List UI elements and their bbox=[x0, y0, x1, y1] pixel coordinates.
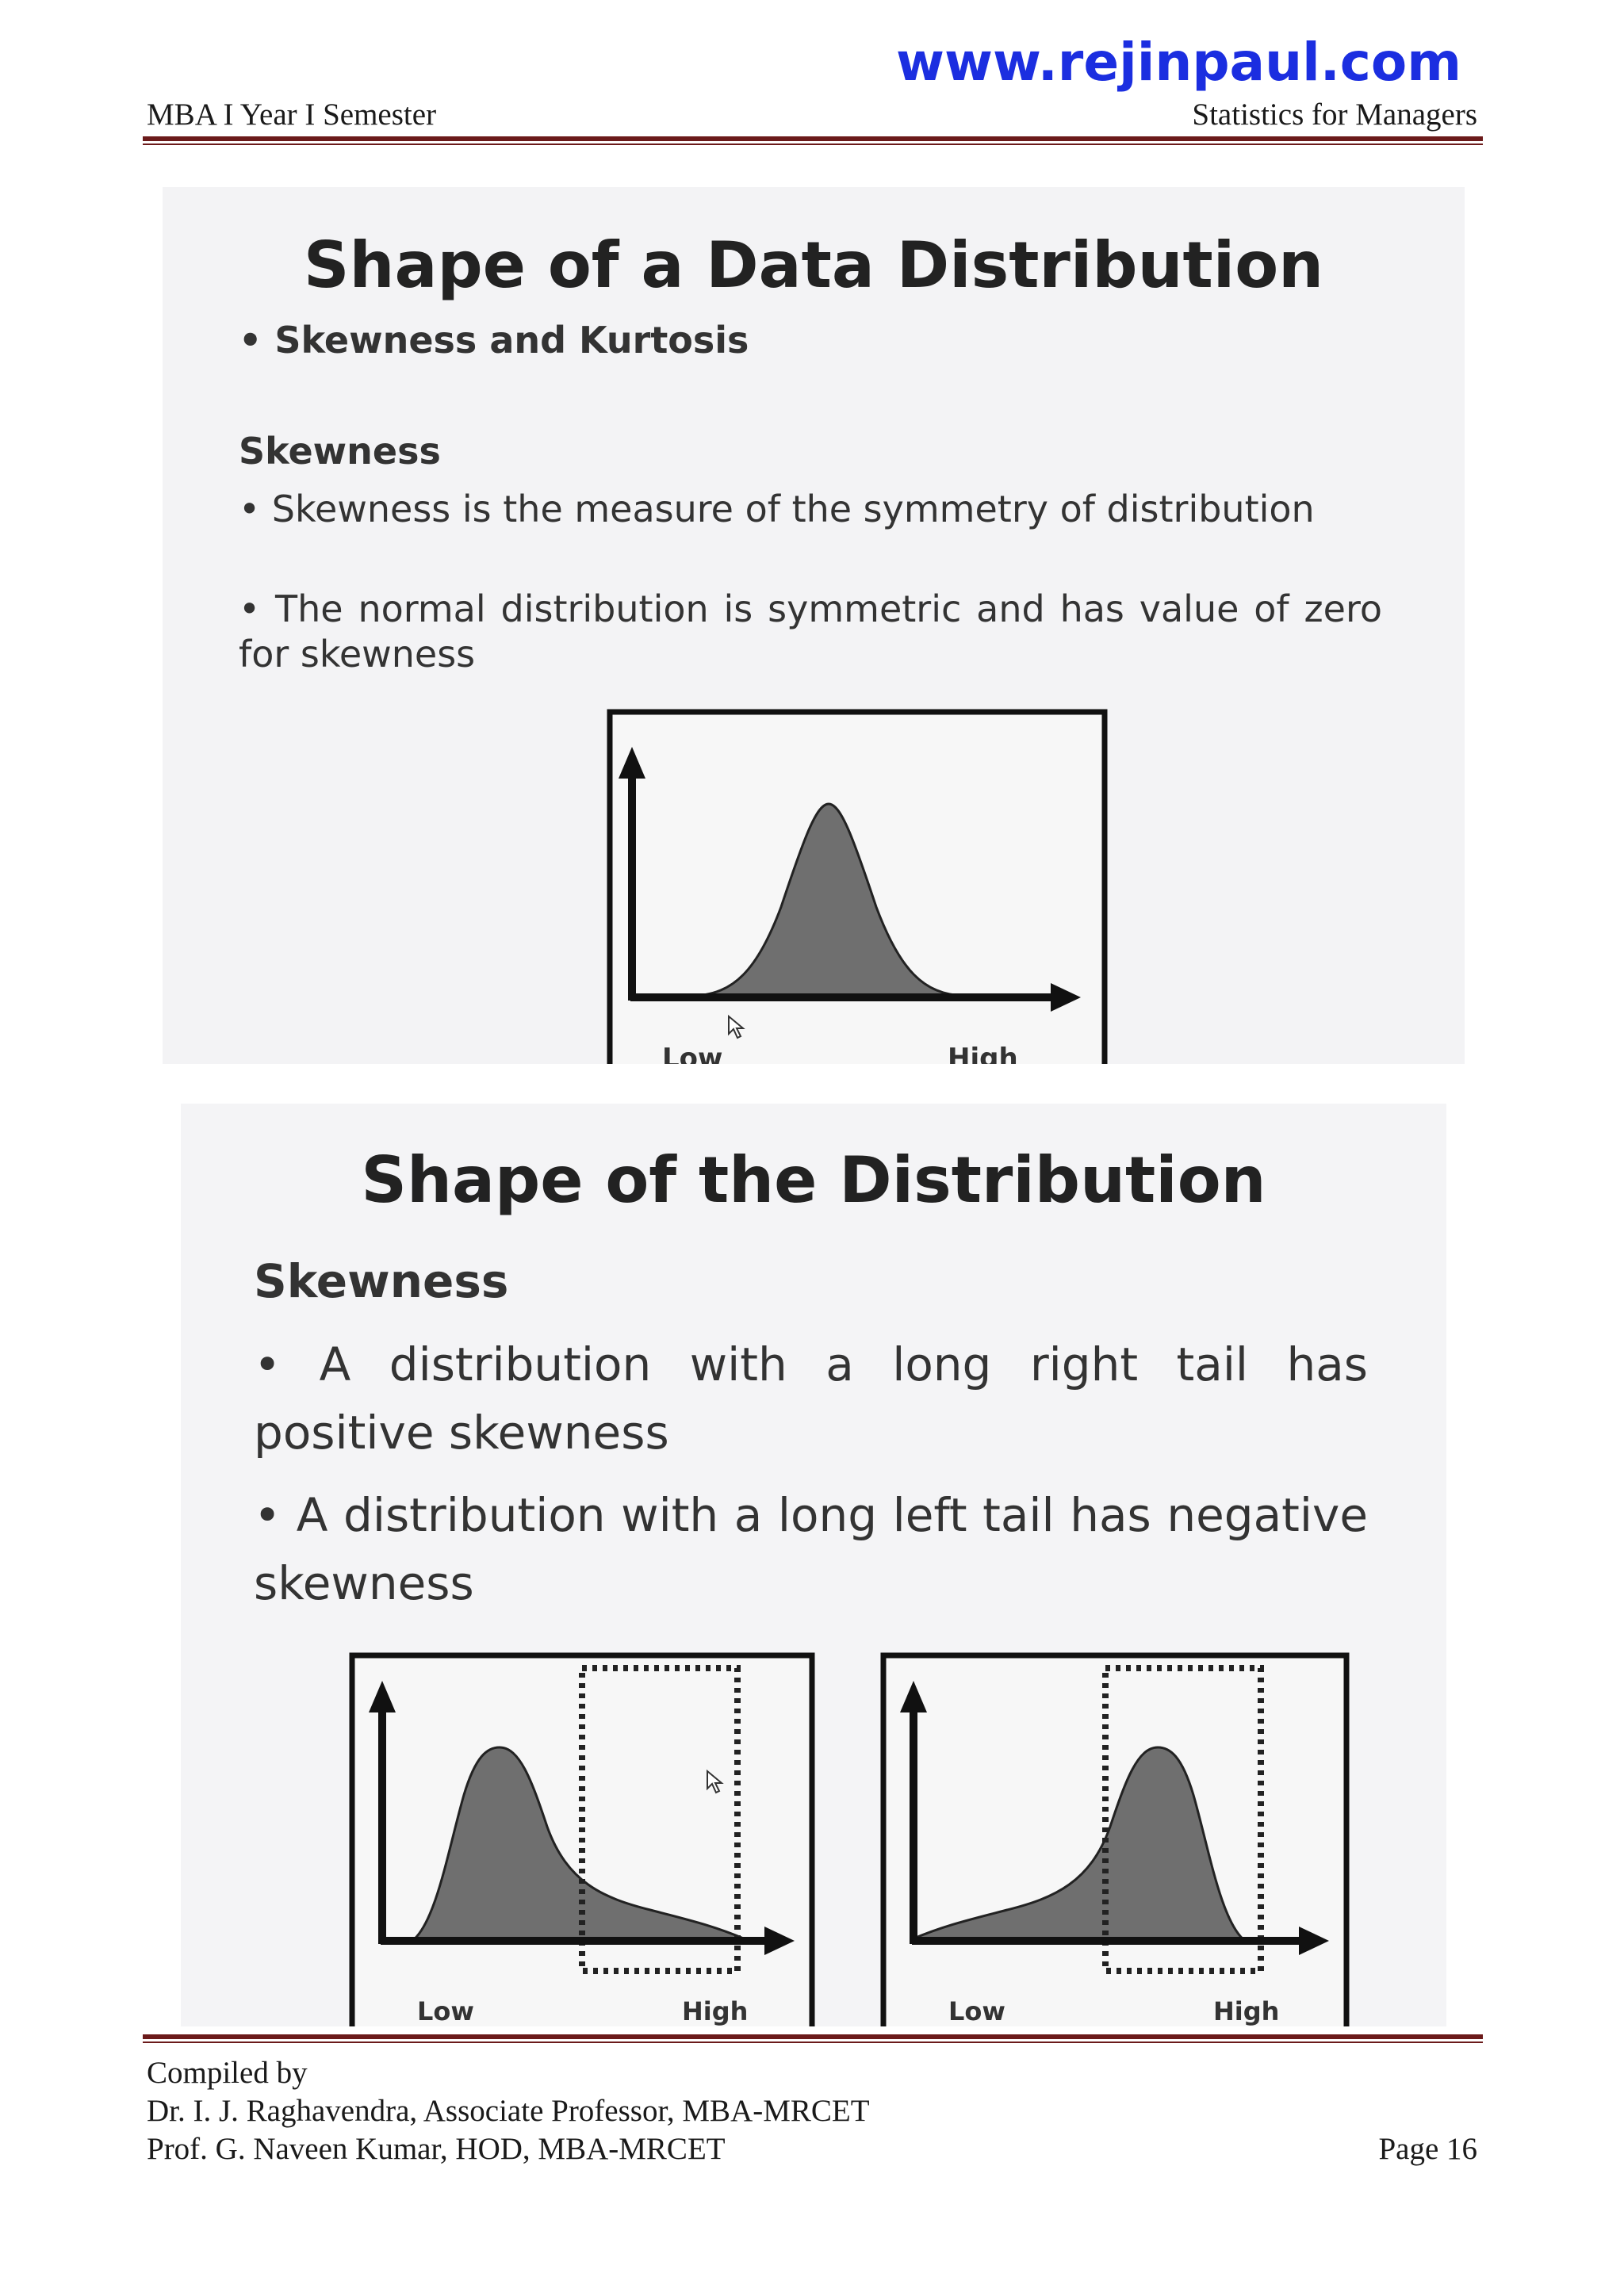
footer-compiled: Compiled by bbox=[147, 2056, 308, 2090]
header-rule bbox=[143, 136, 1483, 145]
axis-label-high: High bbox=[1213, 1996, 1280, 2026]
slide-data-distribution bbox=[163, 187, 1465, 1073]
axis-label-low: Low bbox=[662, 1043, 723, 1073]
axis-label-high: High bbox=[948, 1043, 1018, 1073]
slide2-bullet-2: • A distribution with a long left tail has negative skewness bbox=[254, 1488, 1368, 1610]
axis-label-high: High bbox=[682, 1996, 749, 2026]
slide1-subheading: Skewness bbox=[239, 430, 441, 473]
slide1-bullet-2: • The normal distribution is symmetric and has value of zero for skewness bbox=[239, 587, 1382, 675]
footer-author-1: Dr. I. J. Raghavendra, Associate Professor, MBA-MRCET bbox=[147, 2094, 870, 2128]
header-course: MBA I Year I Semester bbox=[147, 98, 437, 132]
slide1-bullet-main: • Skewness and Kurtosis bbox=[239, 319, 749, 362]
slide2-title: Shape of the Distribution bbox=[361, 1143, 1266, 1217]
axis-label-low: Low bbox=[948, 1996, 1005, 2026]
positive-skew-chart bbox=[349, 1652, 818, 2026]
header-subject: Statistics for Managers bbox=[1192, 98, 1477, 132]
slide1-title: Shape of a Data Distribution bbox=[303, 228, 1324, 302]
slide2-bullet-1: • A distribution with a long right tail has positive skewness bbox=[254, 1337, 1368, 1460]
website-watermark[interactable]: www.rejinpaul.com bbox=[896, 32, 1462, 93]
slide-shape-distribution bbox=[181, 1104, 1446, 2026]
slide2-subheading: Skewness bbox=[254, 1254, 509, 1308]
slide1-bullet-1: • Skewness is the measure of the symmetry of distribution bbox=[239, 488, 1315, 530]
negative-skew-chart bbox=[880, 1652, 1353, 2026]
page-number: Page 16 bbox=[1378, 2132, 1477, 2166]
footer-rule bbox=[143, 2034, 1483, 2043]
axis-label-low: Low bbox=[417, 1996, 474, 2026]
footer-author-2: Prof. G. Naveen Kumar, HOD, MBA-MRCET bbox=[147, 2132, 726, 2166]
symmetric-distribution-chart bbox=[607, 709, 1111, 1073]
